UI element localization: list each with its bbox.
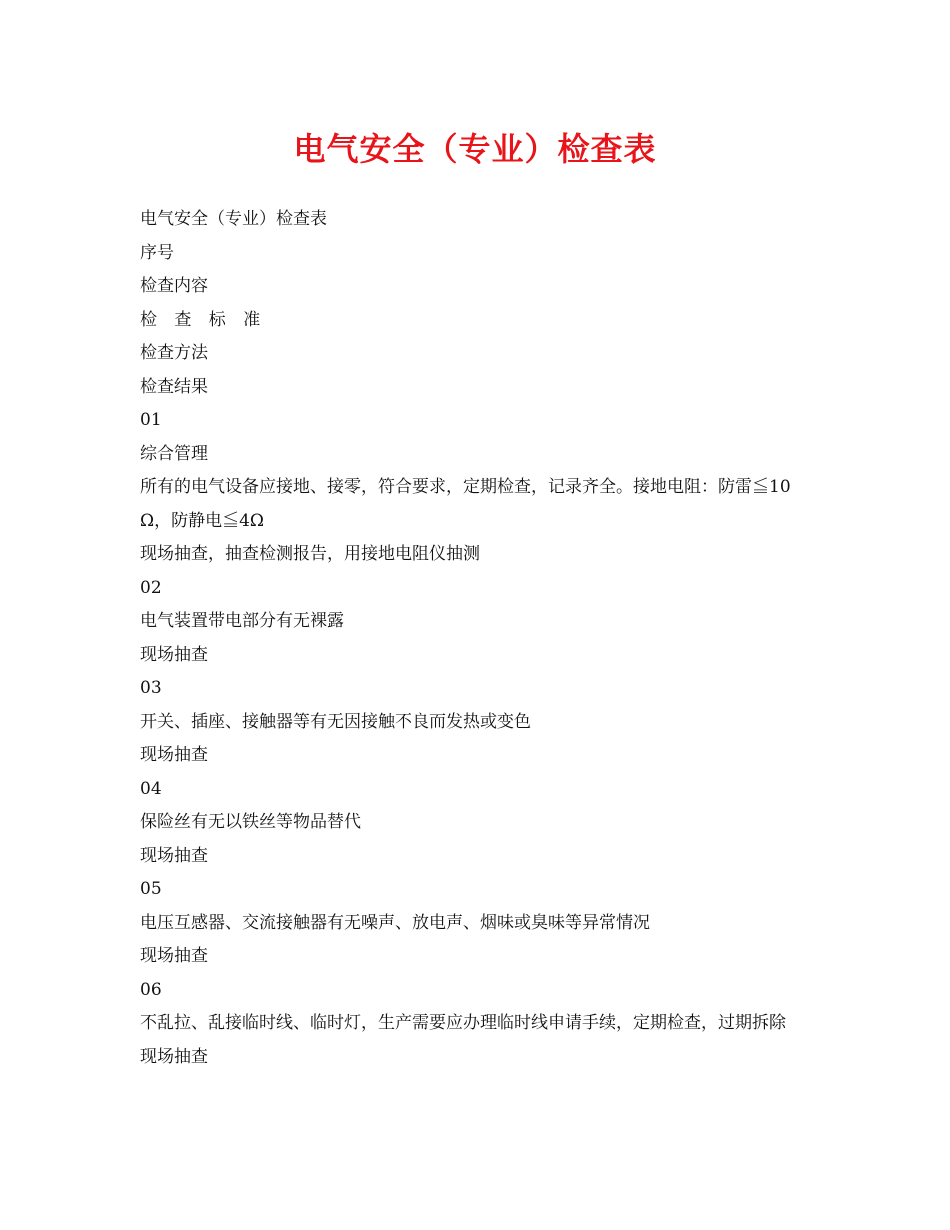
item-number: 06 <box>140 979 162 1000</box>
table-heading-line: 电气安全（专业）检查表 <box>140 209 327 229</box>
item-content: 综合管理 <box>140 443 208 464</box>
item-number: 04 <box>140 778 162 799</box>
column-header-serial: 序号 <box>140 242 174 263</box>
item-method: 现场抽查 <box>140 1046 208 1067</box>
item-method: 现场抽查 <box>140 946 208 966</box>
item-content: 保险丝有无以铁丝等物品替代 <box>140 812 361 832</box>
item-content: 开关、插座、接触器等有无因接触不良而发热或变色 <box>140 711 531 732</box>
item-content: 不乱拉、乱接临时线、临时灯，生产需要应办理临时线申请手续，定期检查，过期拆除 <box>140 1013 786 1033</box>
item-number: 05 <box>140 879 162 899</box>
item-method: 现场抽查 <box>140 644 208 665</box>
column-header-method: 检查方法 <box>140 343 208 363</box>
item-content: 电压互感器、交流接触器有无噪声、放电声、烟味或臭味等异常情况 <box>140 912 650 933</box>
item-standard: 所有的电气设备应接地、接零，符合要求，定期检查，记录齐全。接地电阻：防雷≦10Ω，防静电≦4Ω <box>140 477 791 531</box>
item-method: 现场抽查，抽查检测报告，用接地电阻仪抽测 <box>140 544 480 564</box>
item-method: 现场抽查 <box>140 845 208 866</box>
item-number: 02 <box>140 577 162 598</box>
document-body <box>140 203 820 1074</box>
column-header-standard: 检 查 标 准 <box>140 309 267 330</box>
column-header-result: 检查结果 <box>140 376 208 397</box>
item-number: 01 <box>140 410 162 430</box>
item-method: 现场抽查 <box>140 745 208 765</box>
column-header-content: 检查内容 <box>140 276 208 296</box>
document-title: 电气安全（专业）检查表 <box>293 130 657 168</box>
item-content: 电气装置带电部分有无裸露 <box>140 611 344 631</box>
item-number: 03 <box>140 678 162 698</box>
